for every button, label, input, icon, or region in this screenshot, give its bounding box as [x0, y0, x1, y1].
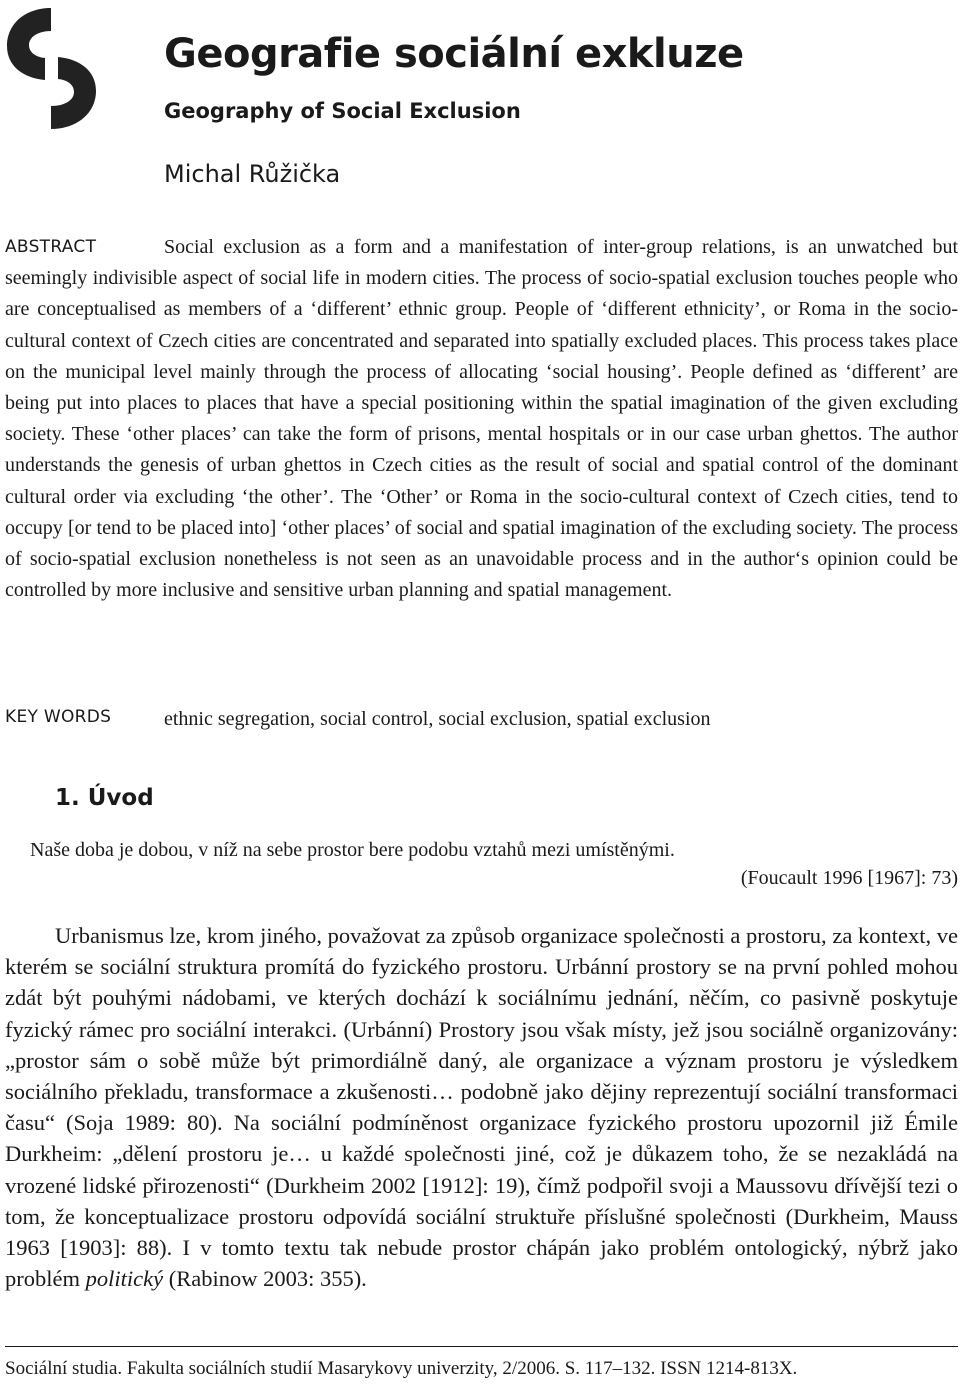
- body-text-main: Urbanismus lze, krom jiného, považovat za způsob organizace společnosti a prostoru, za kontext, ve kterém se sociální struktura promítá do fyzického prostoru. Urbánní prostory se na první pohled mohou zdát být pouhými nádobami, ve kterých dochází k sociálnímu jednání, něčím, co pasivně poskytuje fyzický rámec pro sociální interakci. (Urbánní) Prostory jsou však místy, jež jsou sociálně organizovány: „prostor sám o sobě může být primordiálně daný, ale organizace a význam prostoru je výsledkem sociálního překladu, transformace a zkušenosti… podobně jako dějiny reprezentují sociální transformaci času“ (Soja 1989: 80). Na sociální podmíněnost organizace fyzického prostoru upozornil již Émile Durkheim: „dělení prostoru je… u každé společnosti jiné, což je důkazem toho, že se nezakládá na vrozené lidské přirozenosti“ (Durkheim 2002 [1912]: 19), čímž podpořil svoji a Maussovu dřívější tezi o tom, že konceptualizace prostoru odpovídá sociální struktuře příslušné společnosti (Durkheim, Mauss 1963 [1903]: 88). I v tomto textu tak nebude prostor chápán jako problém ontologický, nýbrž jako problém: [5, 923, 958, 1292]
- article-author: Michal Růžička: [164, 160, 341, 188]
- body-text-italic: politický: [85, 1266, 164, 1292]
- body-paragraph: [5, 920, 958, 1294]
- keywords-label: KEY WORDS: [5, 707, 112, 727]
- footer-citation: Sociální studia. Fakulta sociálních studií Masarykovy univerzity, 2/2006. S. 117–132. ISSN 1214-813X.: [5, 1358, 798, 1379]
- motto-citation: (Foucault 1996 [1967]: 73): [740, 867, 958, 889]
- abstract-text: Social exclusion as a form and a manifestation of inter-group relations, is an unwatched but seemingly indivisible aspect of social life in modern cities. The process of socio-spatial exclusion touches people who are conceptualised as members of a ‘different’ ethnic group. People of ‘different ethnicity’, or Roma in the socio-cultural context of Czech cities are concentrated and separated into spatially excluded places. This process takes place on the municipal level mainly through the process of allocating ‘social housing’. People defined as ‘different’ are being put into places to places that have a special positioning within the spatial imagination of the given excluding society. These ‘other places’ can take the form of prisons, mental hospitals or in our case urban ghettos. The author understands the genesis of urban ghettos in Czech cities as the result of social and spatial control of the dominant cultural order via excluding ‘the other’. The ‘Other’ or Roma in the socio-cultural context of Czech cities, tend to occupy [or tend to be placed into] ‘other places’ of social and spatial imagination of the excluding society. The process of socio-spatial exclusion nonetheless is not seen as an unavoidable process and in the author‘s opinion could be controlled by more inclusive and sensitive urban planning and spatial management.: [5, 236, 958, 602]
- abstract-label: ABSTRACT: [5, 237, 97, 257]
- body-text-end: (Rabinow 2003: 355).: [163, 1266, 367, 1292]
- journal-logo-icon: [5, 6, 98, 131]
- motto-quote: Naše doba je dobou, v níž na sebe prostor bere podobu vztahů mezi umístěnými.: [30, 839, 675, 861]
- article-title: Geografie sociální exkluze: [164, 31, 744, 77]
- section-heading: 1. Úvod: [55, 785, 154, 811]
- article-subtitle: Geography of Social Exclusion: [164, 99, 521, 123]
- motto: [30, 836, 958, 892]
- footer-divider: [5, 1346, 958, 1347]
- keywords-text: ethnic segregation, social control, social exclusion, spatial exclusion: [164, 708, 711, 730]
